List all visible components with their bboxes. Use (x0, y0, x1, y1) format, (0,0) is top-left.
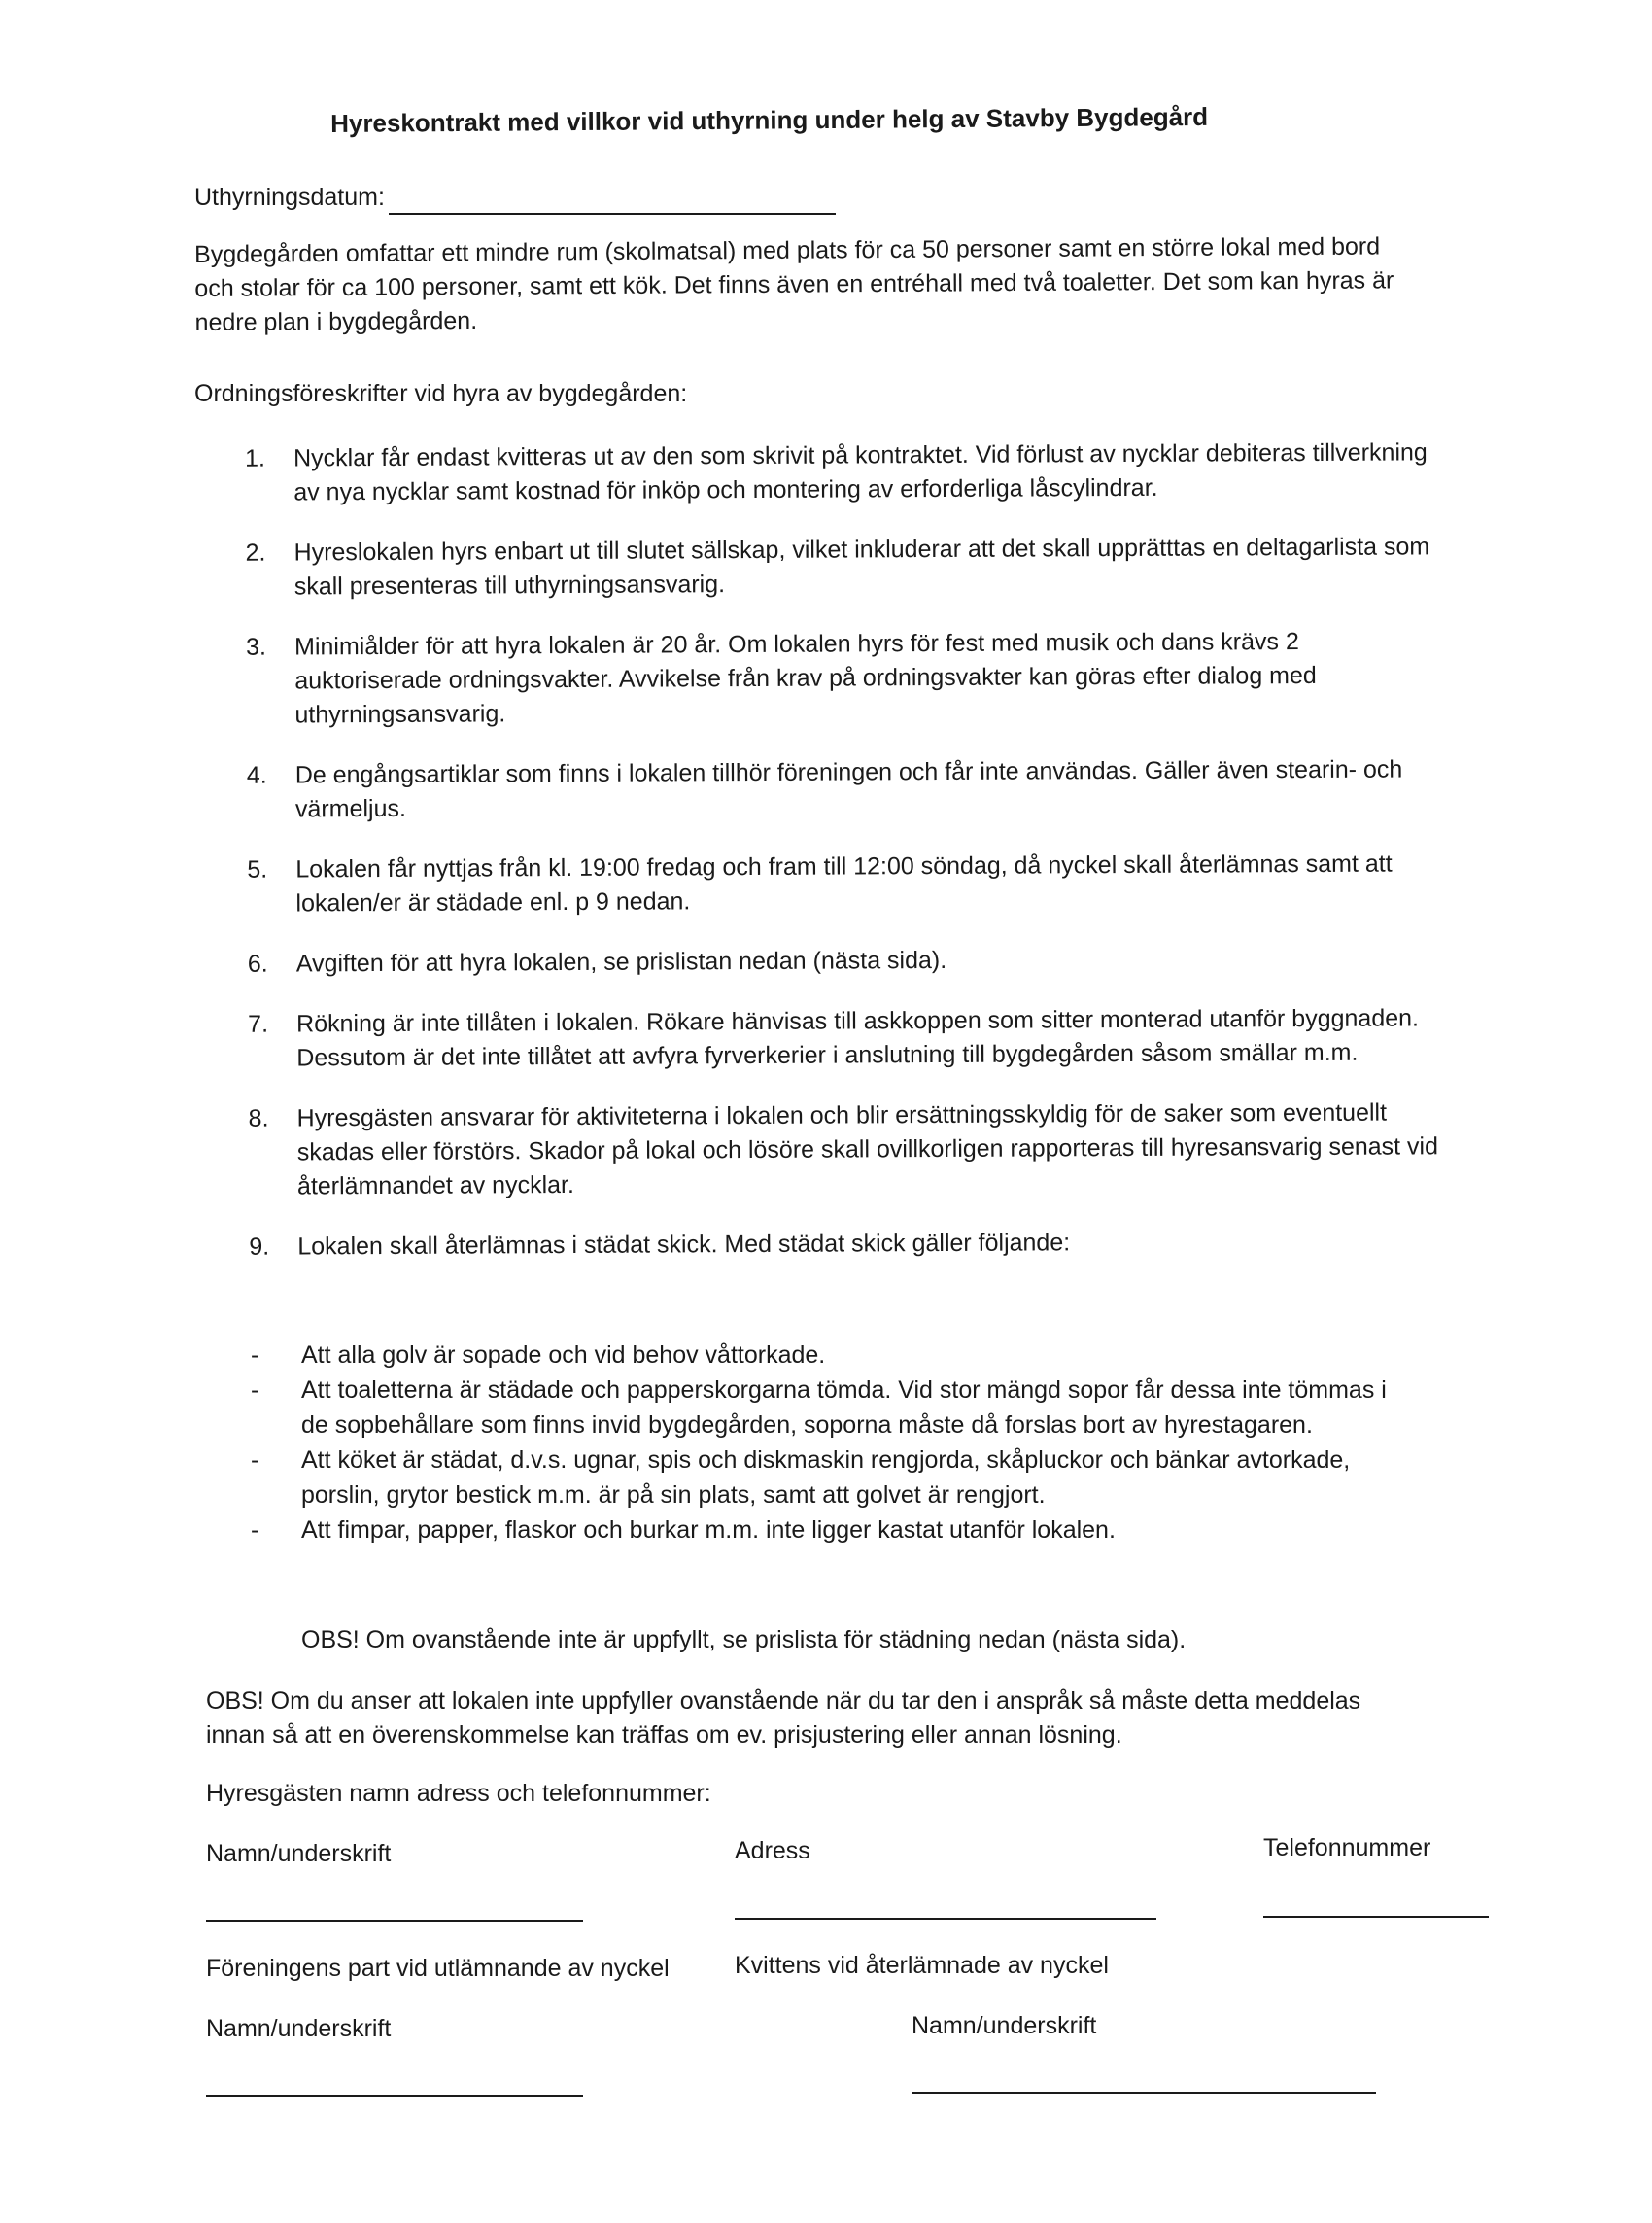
obs-claim-note: OBS! Om du anser att lokalen inte uppfyller ovanstående när du tar den i anspråk så måste detta meddelas innan så att en överenskommelse kan träffas om ev. prisjustering eller annan lösning. (206, 1687, 1361, 1749)
cleaning-text: Att alla golv är sopade och vid behov våttorkade. (301, 1341, 826, 1369)
rule-text: De engångsartiklar som finns i lokalen tillhör föreningen och får inte användas. Gäller även stearin- och värmeljus. (294, 755, 1403, 823)
rule-number: 3. (246, 633, 267, 661)
rule-item (195, 530, 1449, 605)
rule-item (198, 1095, 1453, 1204)
cleaning-list (251, 1337, 1417, 1547)
rule-text: Lokalen skall återlämnas i städat skick. Med städat skick gäller följande: (297, 1229, 1071, 1261)
receipt-name-label: Namn/underskrift (912, 2012, 1097, 2039)
rule-text: Hyresgästen ansvarar för aktiviteterna i lokalen och blir ersättningsskyldig för de saker som eventuellt skadas eller förstörs. Skador på lokal och lösöre skall ovillkorligen rapporteras till hyresansvarig senast vid återlämnandet av nycklar. (296, 1098, 1439, 1200)
document-title: Hyreskontrakt med villkor vid uthyrning under helg av Stavby Bygdegård (330, 101, 1209, 138)
rule-item (198, 1224, 1452, 1265)
rental-date-row (194, 181, 836, 215)
association-name-label: Namn/underskrift (206, 2015, 392, 2042)
rule-text: Minimiålder för att hyra lokalen är 20 år. Om lokalen hyrs för fest med musik och dans krävs 2 auktoriserade ordningsvakter. Avvikelse från krav på ordningsvakter kan göras efter dialog med uthyrningsansvarig. (294, 628, 1317, 729)
tenant-address-label: Adress (735, 1837, 810, 1864)
intro-paragraph: Bygdegården omfattar ett mindre rum (skolmatsal) med plats för ca 50 personer samt en större lokal med bord och stolar för ca 100 personer, samt ett kök. Det finns även en entréhall med två toaletter. Det som kan hyras är nedre plan i bygdegården. (194, 232, 1394, 336)
rule-number: 6. (247, 950, 268, 978)
rule-text: Lokalen får nyttjas från kl. 19:00 fredag och fram till 12:00 söndag, då nyckel skall återlämnas samt att lokalen/er är städade enl. p 9 nedan. (295, 850, 1393, 918)
association-heading: Föreningens part vid utlämnande av nyckel (206, 1955, 670, 1982)
cleaning-item (251, 1337, 1417, 1372)
rule-item (196, 752, 1450, 827)
receipt-heading: Kvittens vid återlämnade av nyckel (735, 1952, 1109, 1979)
rule-number: 4. (246, 761, 267, 789)
obs-cleaning-note: OBS! Om ovanstående inte är uppfyllt, se prislista för städning nedan (nästa sida). (301, 1626, 1187, 1653)
rule-item (197, 1001, 1451, 1076)
dash-bullet: - (251, 1376, 259, 1404)
rule-item (195, 624, 1450, 733)
rule-number: 8. (248, 1104, 269, 1132)
rule-item (194, 435, 1448, 510)
cleaning-item (251, 1372, 1417, 1442)
rule-text: Avgiften för att hyra lokalen, se prislistan nedan (nästa sida). (295, 946, 947, 978)
association-name-line (206, 2095, 583, 2097)
rule-item (196, 847, 1450, 921)
dash-bullet: - (251, 1341, 259, 1369)
rule-text: Rökning är inte tillåten i lokalen. Rökare hänvisas till askkoppen som sitter monterad utanför byggnaden. Dessutom är det inte tillåtet att avfyra fyrverkerier i anslutning till bygdegården såsom smällar m.m. (296, 1004, 1420, 1072)
tenant-address-line (735, 1918, 1156, 1920)
rules-heading: Ordningsföreskrifter vid hyra av bygdegården: (194, 380, 688, 407)
rule-text: Nycklar får endast kvitteras ut av den som skrivit på kontraktet. Vid förlust av nycklar debiteras tillverkning av nya nycklar samt kostnad för inköp och montering av erforderliga låscylindrar. (293, 438, 1428, 506)
rule-number: 2. (245, 538, 266, 567)
dash-bullet: - (251, 1446, 259, 1474)
cleaning-text: Att toaletterna är städade och papperskorgarna tömda. Vid stor mängd sopor får dessa inte tömmas i de sopbehållare som finns invid bygdegården, soporna måste då forslas bort av hyrestagaren. (301, 1376, 1387, 1439)
tenant-phone-label: Telefonnummer (1263, 1834, 1431, 1861)
dash-bullet: - (251, 1516, 259, 1544)
rental-date-label: Uthyrningsdatum: (194, 184, 385, 211)
rule-number: 5. (247, 855, 268, 884)
tenant-name-label: Namn/underskrift (206, 1840, 392, 1867)
cleaning-text: Att fimpar, papper, flaskor och burkar m.m. inte ligger kastat utanför lokalen. (301, 1516, 1116, 1544)
rule-number: 1. (245, 444, 266, 472)
rule-text: Hyreslokalen hyrs enbart ut till slutet sällskap, vilket inkluderar att det skall upprätttas en deltagarlista som skall presenteras till uthyrningsansvarig. (293, 533, 1430, 601)
rule-item (197, 941, 1451, 982)
rule-number: 9. (249, 1233, 270, 1261)
receipt-name-line (912, 2092, 1376, 2094)
tenant-phone-line (1263, 1916, 1489, 1918)
rules-list (194, 435, 1453, 1291)
cleaning-text: Att köket är städat, d.v.s. ugnar, spis och diskmaskin rengjorda, skåpluckor och bänkar avtorkade, porslin, grytor bestick m.m. är på sin plats, samt att golvet är rengjort. (301, 1446, 1351, 1509)
rule-number: 7. (248, 1010, 269, 1038)
cleaning-item (251, 1512, 1417, 1547)
rental-date-line (389, 188, 836, 215)
cleaning-item (251, 1442, 1417, 1512)
tenant-name-line (206, 1920, 583, 1922)
tenant-heading: Hyresgästen namn adress och telefonnummer: (206, 1780, 711, 1807)
